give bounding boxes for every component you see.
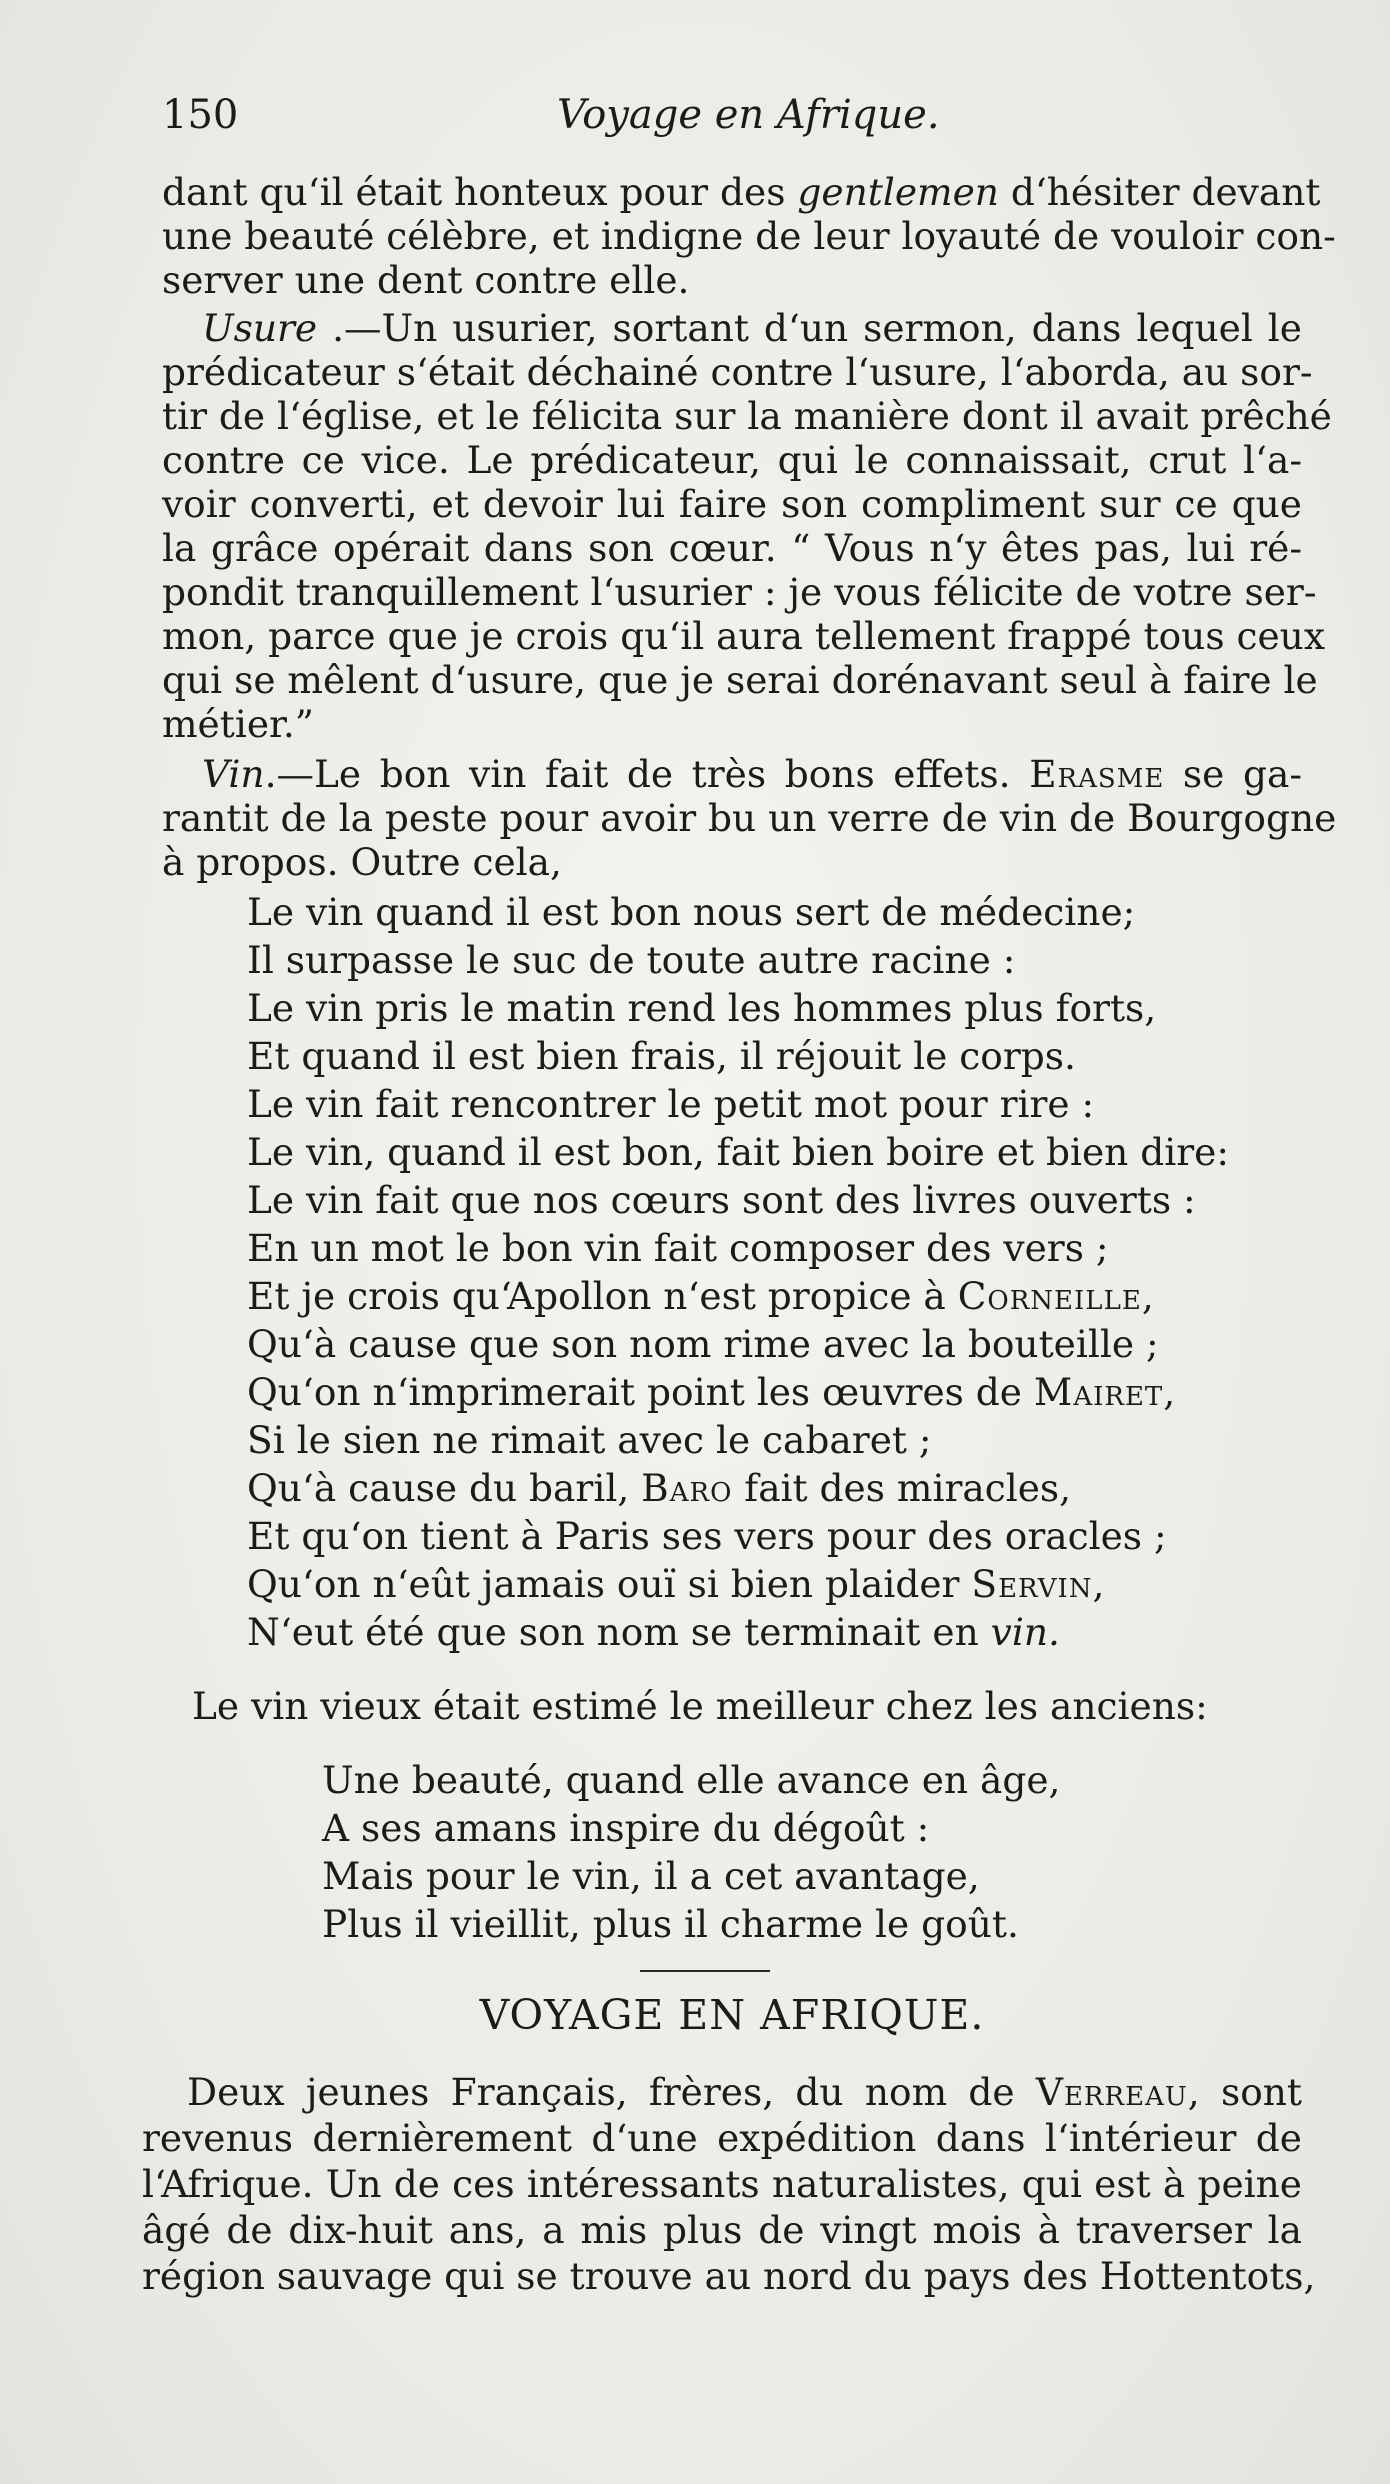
usure-keyword: Usure	[202, 306, 318, 350]
paragraph-line: server une dent contre elle.	[162, 258, 690, 302]
verse-line: Qu‘on n‘imprimerait point les œuvres de Mairet,	[247, 1370, 1176, 1414]
page-number: 150	[162, 92, 239, 138]
section-rule	[640, 1970, 770, 1972]
verse-line: Si le sien ne rimait avec le cabaret ;	[247, 1418, 932, 1462]
verse-line: Et quand il est bien frais, il réjouit le corps.	[247, 1034, 1076, 1078]
paragraph-line: dant qu‘il était honteux pour des gentlemen d‘hésiter devant	[162, 170, 1321, 214]
afrique-line: l‘Afrique. Un de ces intéressants naturalistes, qui est à peine	[142, 2162, 1302, 2206]
verse-line: Qu‘à cause que son nom rime avec la bouteille ;	[247, 1322, 1159, 1366]
afrique-line: âgé de dix-huit ans, a mis plus de vingt mois à traverser la	[142, 2208, 1302, 2252]
section-title: VOYAGE EN AFRIQUE.	[479, 1991, 985, 2039]
author-name: Erasme	[1029, 752, 1165, 796]
verse-line: Le vin quand il est bon nous sert de médecine;	[247, 890, 1136, 934]
verse-line: Qu‘à cause du baril, Baro fait des miracles,	[247, 1466, 1072, 1510]
verse-line: A ses amans inspire du dégoût :	[322, 1806, 930, 1850]
verse-line: En un mot le bon vin fait composer des vers ;	[247, 1226, 1109, 1270]
afrique-line: Deux jeunes Français, frères, du nom de Verreau, sont	[187, 2070, 1302, 2114]
verse-line: Qu‘on n‘eût jamais ouï si bien plaider Servin,	[247, 1562, 1105, 1606]
verse-line: Le vin, quand il est bon, fait bien boire et bien dire:	[247, 1130, 1229, 1174]
usure-line: Usure .—Un usurier, sortant d‘un sermon, dans lequel le	[202, 306, 1302, 350]
verse-line: Le vin pris le matin rend les hommes plus forts,	[247, 986, 1157, 1030]
paragraph-line: une beauté célèbre, et indigne de leur loyauté de vouloir con-	[162, 214, 1336, 258]
afrique-line: région sauvage qui se trouve au nord du pays des Hottentots,	[142, 2254, 1316, 2298]
author-name: Verreau	[1035, 2070, 1188, 2114]
running-header	[162, 92, 1302, 148]
usure-line: pondit tranquillement l‘usurier : je vous félicite de votre ser-	[162, 570, 1317, 614]
vin-line: à propos. Outre cela,	[162, 840, 562, 884]
usure-line: qui se mêlent d‘usure, que je serai dorénavant seul à faire le	[162, 658, 1318, 702]
running-title: Voyage en Afrique.	[557, 92, 940, 138]
verse-line: N‘eut été que son nom se terminait en vin.	[247, 1610, 1060, 1654]
verse-line: Plus il vieillit, plus il charme le goût.	[322, 1902, 1019, 1946]
afrique-line: revenus dernièrement d‘une expédition dans l‘intérieur de	[142, 2116, 1302, 2160]
old-wine-line: Le vin vieux était estimé le meilleur chez les anciens:	[192, 1684, 1208, 1728]
verse-line: Et je crois qu‘Apollon n‘est propice à Corneille,	[247, 1274, 1154, 1318]
verse-line: Une beauté, quand elle avance en âge,	[322, 1758, 1061, 1802]
usure-line: mon, parce que je crois qu‘il aura tellement frappé tous ceux	[162, 614, 1325, 658]
usure-line: la grâce opérait dans son cœur. “ Vous n‘y êtes pas, lui ré-	[162, 526, 1302, 570]
verse-line: Le vin fait que nos cœurs sont des livres ouverts :	[247, 1178, 1196, 1222]
usure-line: métier.”	[162, 702, 314, 746]
usure-line: prédicateur s‘était déchainé contre l‘usure, l‘aborda, au sor-	[162, 350, 1313, 394]
vin-line: rantit de la peste pour avoir bu un verre de vin de Bourgogne	[162, 796, 1337, 840]
usure-line: contre ce vice. Le prédicateur, qui le connaissait, crut l‘a-	[162, 438, 1302, 482]
usure-line: tir de l‘église, et le félicita sur la manière dont il avait prêché	[162, 394, 1332, 438]
verse-line: Il surpasse le suc de toute autre racine :	[247, 938, 1016, 982]
usure-line: voir converti, et devoir lui faire son compliment sur ce que	[162, 482, 1302, 526]
vin-line: Vin.—Le bon vin fait de très bons effets. Erasme se ga-	[202, 752, 1303, 796]
verse-line: Le vin fait rencontrer le petit mot pour rire :	[247, 1082, 1095, 1126]
verse-line: Et qu‘on tient à Paris ses vers pour des oracles ;	[247, 1514, 1167, 1558]
vin-keyword: Vin	[202, 752, 265, 796]
verse-line: Mais pour le vin, il a cet avantage,	[322, 1854, 980, 1898]
